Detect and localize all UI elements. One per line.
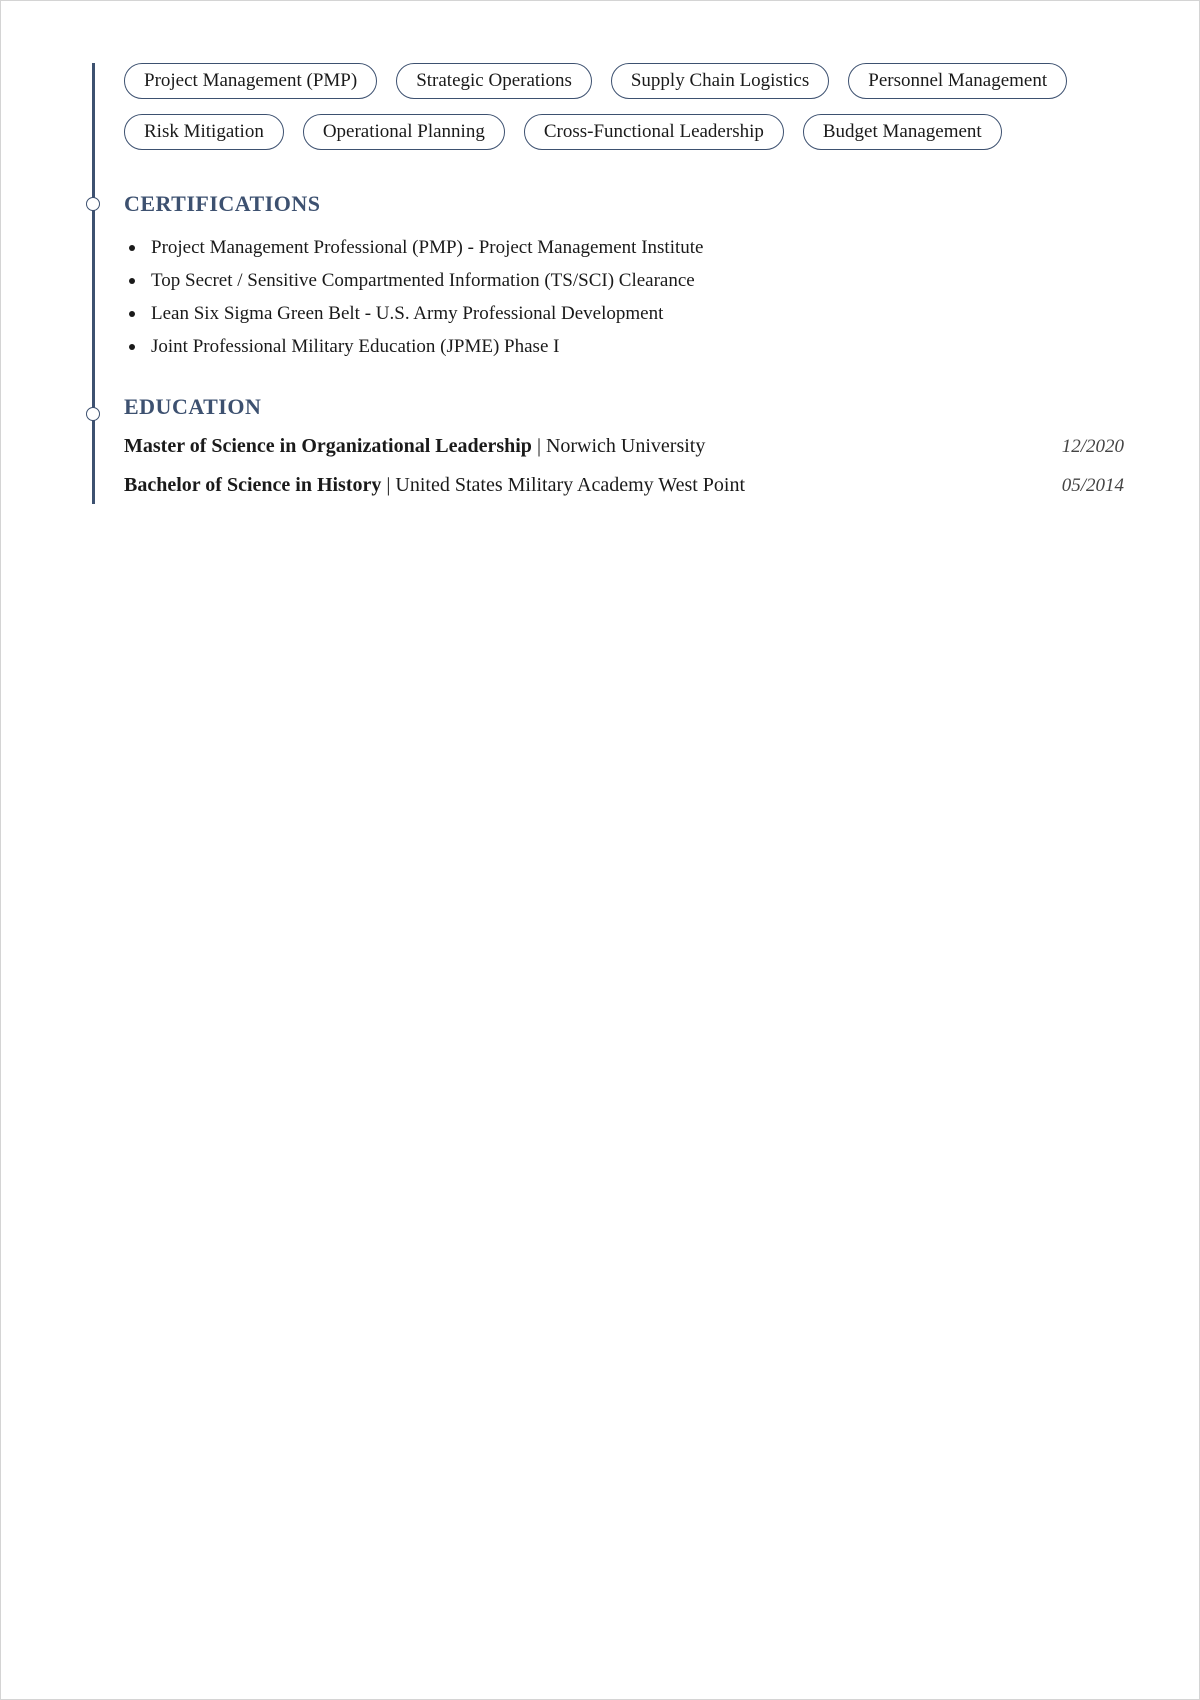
education-date: 05/2014 — [1061, 475, 1124, 496]
skill-chip: Supply Chain Logistics — [611, 63, 829, 99]
bullet-icon — [129, 311, 135, 317]
certification-text: Joint Professional Military Education (JPME) Phase I — [151, 336, 560, 357]
skill-chip: Budget Management — [803, 114, 1002, 150]
skill-chip: Strategic Operations — [396, 63, 592, 99]
education-separator: | — [536, 435, 541, 457]
certification-text: Lean Six Sigma Green Belt - U.S. Army Professional Development — [151, 303, 664, 324]
skill-chip: Operational Planning — [303, 114, 505, 150]
certification-item — [124, 264, 1124, 297]
education-main — [124, 471, 745, 499]
timeline-line — [92, 63, 95, 504]
certifications-list — [124, 231, 1124, 363]
resume-content — [124, 63, 1124, 510]
education-degree: Master of Science in Organizational Leadership — [124, 435, 532, 457]
education-entry — [124, 471, 1124, 510]
timeline-node-certifications-icon — [86, 197, 100, 211]
certification-text: Project Management Professional (PMP) - Project Management Institute — [151, 237, 704, 258]
certification-text: Top Secret / Sensitive Compartmented Information (TS/SCI) Clearance — [151, 270, 695, 291]
skill-chip: Personnel Management — [848, 63, 1067, 99]
education-heading: EDUCATION — [124, 394, 262, 419]
education-main — [124, 432, 705, 460]
education-entry — [124, 432, 1124, 471]
education-school: Norwich University — [545, 435, 706, 457]
education-degree: Bachelor of Science in History — [124, 474, 382, 496]
skills-list — [124, 63, 1124, 150]
certification-item — [124, 330, 1124, 363]
skill-chip: Project Management (PMP) — [124, 63, 377, 99]
skill-chip: Cross-Functional Leadership — [524, 114, 784, 150]
bullet-icon — [129, 245, 135, 251]
timeline-node-education-icon — [86, 407, 100, 421]
education-list — [124, 432, 1124, 510]
certifications-heading: CERTIFICATIONS — [124, 191, 321, 216]
bullet-icon — [129, 278, 135, 284]
education-date: 12/2020 — [1061, 436, 1124, 457]
certification-item — [124, 297, 1124, 330]
education-school: United States Military Academy West Point — [395, 474, 746, 496]
bullet-icon — [129, 344, 135, 350]
education-separator: | — [386, 474, 391, 496]
certification-item — [124, 231, 1124, 264]
skill-chip: Risk Mitigation — [124, 114, 284, 150]
